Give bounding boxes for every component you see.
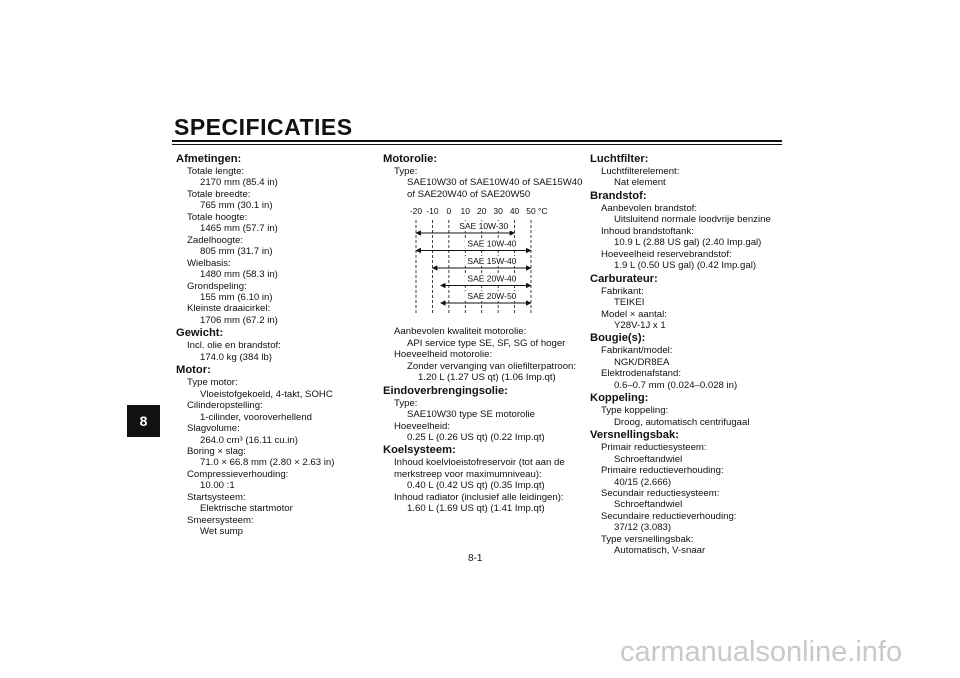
spec-label: Cilinderopstelling:: [187, 400, 263, 412]
section-motorolie: [383, 153, 588, 384]
section-heading: Luchtfilter:: [590, 153, 649, 165]
spec-value: 805 mm (31.7 in): [200, 246, 273, 258]
axis-tick-label: 0: [446, 206, 452, 217]
column-2: [383, 152, 588, 515]
axis-tick-label: 30: [493, 206, 503, 217]
chapter-tab: 8: [127, 405, 160, 437]
spec-value: 1480 mm (58.3 in): [200, 269, 278, 281]
spec-label: Elektrodenafstand:: [601, 368, 682, 380]
section-afmetingen: [176, 153, 361, 326]
spec-label: Type versnellingsbak:: [601, 533, 694, 545]
spec-value: 1.60 L (1.69 US qt) (1.41 Imp.qt): [407, 503, 545, 515]
spec-label: Inhoud radiator (inclusief alle leidingen):: [394, 491, 564, 503]
range-label: SAE 15W-40: [467, 256, 517, 267]
section-heading: Afmetingen:: [176, 153, 242, 165]
spec-value: Vloeistofgekoeld, 4-takt, SOHC: [200, 388, 333, 400]
axis-tick-label: -20: [409, 206, 423, 217]
range-label: SAE 10W-40: [467, 238, 517, 249]
spec-value: 1465 mm (57.7 in): [200, 223, 278, 235]
oil-viscosity-chart: [383, 202, 573, 322]
section-brandstof: [590, 190, 780, 272]
watermark: carmanualsonline.info: [620, 636, 903, 668]
section-heading: Eindoverbrengingsolie:: [383, 384, 508, 397]
spec-value: TEIKEI: [614, 297, 645, 309]
section-eindoverbrenging: [383, 385, 588, 444]
spec-value: SAE10W30 of SAE10W40 of SAE15W40: [407, 177, 583, 189]
spec-value: 2170 mm (85.4 in): [200, 177, 278, 189]
section-bougie: [590, 332, 780, 391]
section-versnellingsbak: [590, 429, 780, 557]
spec-value: Nat element: [614, 177, 666, 189]
spec-label: Totale lengte:: [187, 166, 245, 177]
section-heading: Motor:: [176, 364, 211, 377]
section-heading: Gewicht:: [176, 327, 224, 340]
spec-label: Totale breedte:: [187, 188, 251, 200]
section-motor: [176, 364, 361, 537]
spec-value: 0.25 L (0.26 US qt) (0.22 Imp.qt): [407, 431, 545, 443]
spec-label: Wielbasis:: [187, 257, 231, 269]
section-heading: Carburateur:: [590, 272, 658, 285]
spec-value: 155 mm (6.10 in): [200, 291, 273, 303]
spec-label: Kleinste draaicirkel:: [187, 303, 271, 315]
spec-label: Incl. olie en brandstof:: [187, 340, 281, 352]
page-title: SPECIFICATIES: [174, 114, 353, 140]
spec-value: Uitsluitend normale loodvrije benzine: [614, 214, 771, 226]
section-heading: Versnellingsbak:: [590, 429, 679, 442]
spec-label: Grondspeling:: [187, 280, 247, 292]
section-heading: Brandstof:: [590, 189, 647, 202]
section-heading: Koelsysteem:: [383, 444, 456, 457]
column-3: [590, 152, 780, 557]
axis-unit-label: °C: [538, 206, 548, 217]
spec-value: 10.00 :1: [200, 480, 235, 492]
spec-value: 71.0 × 66.8 mm (2.80 × 2.63 in): [200, 457, 335, 469]
spec-label: Fabrikant/model:: [601, 345, 673, 357]
spec-label: Type motor:: [187, 377, 238, 389]
spec-label: Hoeveelheid reservebrandstof:: [601, 248, 732, 260]
spec-value: 765 mm (30.1 in): [200, 200, 273, 212]
spec-value: Y28V-1J x 1: [614, 319, 666, 331]
spec-value: Schroeftandwiel: [614, 453, 683, 465]
title-rule-thick: [172, 140, 782, 142]
spec-value: 264.0 cm³ (16.11 cu.in): [200, 434, 298, 446]
section-heading: Koppeling:: [590, 392, 649, 405]
title-rule-thin: [172, 144, 782, 145]
spec-value: 174.0 kg (384 lb): [200, 351, 272, 363]
spec-label: Compressieverhouding:: [187, 468, 289, 480]
section-heading: Bougie(s):: [590, 332, 646, 345]
oil-viscosity-chart-svg: [383, 202, 573, 322]
spec-label: merkstreep voor maximumniveau):: [394, 468, 542, 480]
spec-value: 0.6–0.7 mm (0.024–0.028 in): [614, 379, 738, 391]
spec-label: Model × aantal:: [601, 308, 667, 320]
spec-label: Secundaire reductieverhouding:: [601, 510, 737, 522]
spec-label: Primaire reductieverhouding:: [601, 465, 724, 477]
section-luchtfilter: [590, 153, 780, 189]
spec-label: Luchtfilterelement:: [601, 166, 680, 177]
section-gewicht: [176, 327, 361, 363]
spec-label: Hoeveelheid motorolie:: [394, 349, 493, 361]
section-koelsysteem: [383, 444, 588, 514]
range-label: SAE 10W-30: [459, 221, 509, 232]
spec-value: SAE10W30 type SE motorolie: [407, 409, 535, 421]
spec-label: Inhoud brandstoftank:: [601, 225, 694, 237]
axis-tick-label: 50: [526, 206, 536, 217]
range-label: SAE 20W-50: [467, 291, 517, 302]
spec-label: Slagvolume:: [187, 423, 240, 435]
spec-sublabel: Zonder vervanging van oliefilterpatroon:: [407, 360, 577, 372]
spec-label: Aanbevolen kwaliteit motorolie:: [394, 326, 527, 338]
spec-label: Type koppeling:: [601, 405, 669, 417]
spec-value: Droog, automatisch centrifugaal: [614, 416, 750, 428]
section-koppeling: [590, 392, 780, 428]
spec-value: 1706 mm (67.2 in): [200, 314, 278, 326]
spec-label: Aanbevolen brandstof:: [601, 202, 698, 214]
spec-label: Type:: [394, 166, 418, 177]
spec-label: Type:: [394, 397, 418, 409]
spec-value: NGK/DR8EA: [614, 356, 670, 368]
spec-label: Totale hoogte:: [187, 211, 248, 223]
spec-label: Zadelhoogte:: [187, 234, 244, 246]
axis-tick-label: 20: [476, 206, 487, 217]
page-number: 8-1: [468, 553, 483, 564]
spec-label: Boring × slag:: [187, 445, 246, 457]
spec-value: 1-cilinder, vooroverhellend: [200, 411, 312, 423]
spec-value: 1.9 L (0.50 US gal) (0.42 Imp.gal): [614, 260, 757, 272]
axis-tick-label: -10: [426, 206, 439, 217]
spec-value: Wet sump: [200, 526, 244, 538]
spec-value: 40/15 (2.666): [614, 476, 672, 488]
spec-value: API service type SE, SF, SG of hoger: [407, 337, 566, 349]
section-carburateur: [590, 273, 780, 332]
spec-value: Automatisch, V-snaar: [614, 545, 706, 557]
axis-tick-label: 10: [460, 206, 471, 217]
spec-value: Schroeftandwiel: [614, 499, 683, 511]
spec-value: 10.9 L (2.88 US gal) (2.40 Imp.gal): [614, 237, 762, 249]
spec-label: Fabrikant:: [601, 285, 644, 297]
section-heading: Motorolie:: [383, 153, 438, 165]
spec-value: Elektrische startmotor: [200, 503, 293, 515]
spec-label: Secundair reductiesysteem:: [601, 487, 720, 499]
spec-label: Primair reductiesysteem:: [601, 442, 707, 454]
spec-label: Startsysteem:: [187, 491, 246, 503]
spec-value: 0.40 L (0.42 US qt) (0.35 Imp.qt): [407, 480, 545, 492]
spec-value: of SAE20W40 of SAE20W50: [407, 188, 531, 200]
spec-label: Hoeveelheid:: [394, 420, 451, 432]
spec-value: 1.20 L (1.27 US qt) (1.06 Imp.qt): [418, 372, 556, 384]
column-1: [176, 152, 361, 538]
spec-label: Inhoud koelvloeistofreservoir (tot aan de: [394, 457, 565, 469]
spec-value: 37/12 (3.083): [614, 522, 672, 534]
axis-tick-label: 40: [509, 206, 520, 217]
range-label: SAE 20W-40: [467, 273, 517, 284]
spec-label: Smeersysteem:: [187, 514, 254, 526]
